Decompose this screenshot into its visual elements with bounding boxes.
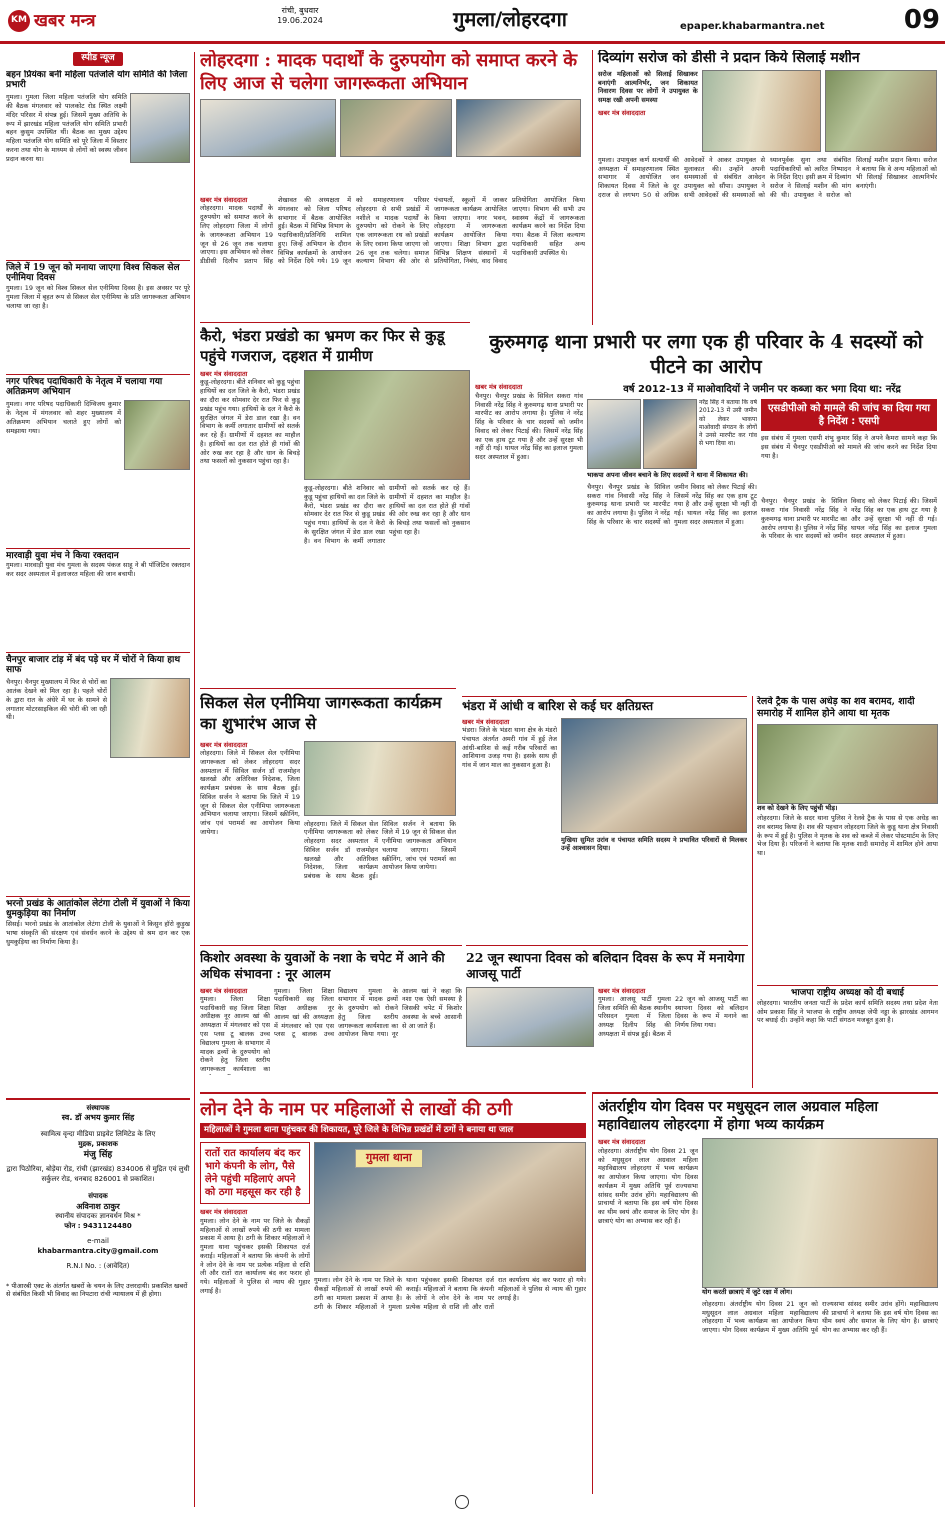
publisher-line: स्वामित्व वृन्दा मीडिया प्राइवेट लिमिटेड के लिए (40, 1130, 156, 1139)
speed-item (6, 70, 190, 256)
kishor-body: गुमला। जिला शिक्षा पदाधिकारी सह जिला शिक्षा अधीक्षक नूर आलम खां की अध्यक्षता में मंगलवार को एस एस प्लस टू बालक उच्च विद्यालय गुमला के सभागार में मादक द्रव्यों के दुरुपयोग को रोकने हेतु जिला स्तरीय जागरूकता कार्यशाला का (200, 994, 270, 1074)
divyang-body: गुमला। उपायुक्त कर्ण सत्यार्थी की अध्यक्षता में समाहरणालय स्थित सभागार में आयोजित जन शिकायत दिवस में जिले के दूर दराज से लगभग 50 से अधिक आवेदकों ने आकर उपायुक्त से मुलाकात की। उन्होंने अपनी समस्याओं से संबंधित आवेदन उपायुक्त को सौंपा। उपायुक्त ने सभी आवेदकों की समस्याओं को ध्यानपूर्वक सुना तथा संबंधित पदाधिकारियों को त्वरित निष्पादन के निर्देश दिए। इसी क्रम में दिव्यांग सरोज ने सिलाई मशीन की मांग की थी। उपायुक्त ने सरोज को सिलाई मशीन प्रदान किया। सरोज ने बताया कि वे अन्य महिलाओं को भी सिलाई सिखाकर आत्मनिर्भर बनाएंगी। (598, 155, 937, 199)
section-title: गुमला/लोहरदगा (453, 7, 567, 31)
bhandra-damage-photo (561, 718, 747, 833)
accuser-photo (643, 399, 697, 469)
divyang-photo (702, 70, 822, 152)
speed-item-body: गुमला। मारवाड़ी युवा मंच गुमला के सदस्य पंकज साहू ने बी पॉजिटिव रक्तदान कर सदर अस्पताल में इलाजरत महिला की जान बचायी। (6, 561, 190, 579)
masthead (0, 0, 945, 44)
loan-headline: लोन देने के नाम पर महिलाओं से लाखों की ठगी (200, 1099, 513, 1120)
railway-caption: शव को देखने के लिए पहुंची भीड़। (757, 804, 938, 812)
speed-item-body: गुमला। गुमला जिला महिला पतंजलि योग समिति की बैठक मंगलवार को पालकोट रोड स्थित लक्ष्मी मंदिर परिसर में संपन्न हुई। जिसमें मुख्य अतिथि के रूप में झारखंड महिला पतंजलि योग समिति प्रभारी बहन कुसुम उपस्थित थीं। बैठक का मुख्य उद्देश्य महिला पतंजलि योग समिति को पूरे जिला में विस्तार करना तथा योग के माध्यम से लोगों को स्वस्थ जीवन प्रदान करना था। (6, 93, 127, 163)
issue-date: 19.06.2024 (277, 16, 323, 25)
top-story-photo (340, 99, 452, 157)
speed-item-photo (124, 400, 190, 470)
byline: खबर मंत्र संवाददाता (200, 740, 248, 749)
yoga-story (592, 1092, 938, 1494)
byline: खबर मंत्र संवाददाता (598, 108, 646, 117)
bjp-headline: भाजपा राष्ट्रीय अध्यक्ष को दी बधाई (791, 988, 904, 999)
bhandra-story (462, 696, 747, 938)
yoga-body-cont: लोहरदगा। अंतर्राष्ट्रीय योग दिवस 21 जून को मधुसूदन लाल अग्रवाल महिला महाविद्यालय लोहरदगा में भव्य कार्यक्रम का आयोजन किया जाएगा। योग दिवस कार्यक्रम में मुख्य अतिथि पूर्व राज्यसभा सांसद समीर उरांव होंगे। महाविद्यालय की प्राचार्या ने बताया कि इस वर्ष योग दिवस का थीम स्वयं और समाज के लिए योग है। छात्राएं योग का अभ्यास कर रही हैं। (702, 1299, 938, 1335)
brand-logo[interactable] (8, 6, 126, 36)
kurumgarh-body: चैनपुर। चैनपुर प्रखंड के सिविल सकरा गांव निवासी नरेंद्र सिंह ने कुरुमगढ़ थाना प्रभारी पर मारपीट का आरोप लगाया है। पुलिस ने नरेंद्र सिंह के परिवार के चार सदस्यों को जमीन विवाद को लेकर पिटाई की। जिसमें नरेंद्र सिंह का एक हाथ टूट गया है और उन्हें सुरक्षा भी नहीं दी गई। घायल नरेंद्र सिंह का इलाज गुमला सदर अस्पताल में हुआ। (475, 391, 583, 462)
speed-item-headline: नगर परिषद पदाधिकारी के नेतृत्व में चलाया गया अतिक्रमण अभियान (6, 376, 163, 398)
top-story-body: लोहरदगा। मादक पदार्थों के दुरुपयोग को समाप्त करने के लिए लोहरदगा जिला में लोगों के जागरूकता अभियान 19 जून से 26 जून तक चलाया जाएगा। इस अभियान को लेकर डीडीसी दिलीप प्रताप सिंह शेखावत की अध्यक्षता में मंगलवार को जिला परिषद सभागार में बैठक आयोजित हुई। बैठक में विभिन्न विभाग के पदाधिकारी/प्रतिनिधि शामिल हुए। जिन्हें अभियान के दौरान विभिन्न कार्यक्रमों के आयोजन को निर्देश दिये गये। 19 जून को समाहरणालय परिसर लोहरदगा से सभी प्रखंडों में नशीले व मादक पदार्थों के दुरुपयोग को रोकने के लिए एक जागरूकता रथ को प्रखंडों के लिए रवाना किया जाएगा जो 26 जून तक चलेगा। समाज कल्याण विभाग की ओर से पंचायतों, स्कूलों में जाकर जागरूकता कार्यक्रम आयोजित किया जाएगा। नगर भवन, लोहरदगा में जागरूकता कार्यक्रम आयोजित किया जाएगा। शिक्षा विभाग द्वारा विभिन्न शिक्षण संस्थानों में प्रतियोगिता, निबंध, वाद विवाद प्रतियोगिता आयोजित किया जाएगा। विभाग की सभी उप स्वास्थ्य केंद्रों में जागरूकता कार्यक्रम करने का निर्देश दिया गया। बैठक में जिला कल्याण पदाधिकारी सहित अन्य पदाधिकारी उपस्थित थे। (200, 196, 585, 266)
byline: खबर मंत्र संवाददाता (598, 1138, 646, 1147)
speed-news-column (6, 52, 190, 1092)
city-day: रांची, बुधवार (281, 6, 319, 15)
byline: खबर मंत्र संवाददाता (200, 370, 248, 378)
legal-note: * पीआरबी एक्ट के अंतर्गत खबरों के चयन के लिए उत्तरदायी। प्रकाशित खबरों से संबंधित किसी भी विवाद का निपटारा रांची न्यायालय में ही होगा। (6, 1281, 188, 1299)
speed-item-headline: चैनपुर बाजार टांड़ में बंद पड़े घर में चोरों ने किया हाथ साफ (6, 654, 181, 676)
email-address[interactable]: khabarmantra.city@gmail.com (37, 1246, 159, 1255)
speed-item-photo (110, 678, 190, 758)
kurumgarh-headline: कुरुमगढ़ थाना प्रभारी पर लगा एक ही परिवार के 4 सदस्यों को पीटने का आरोप (489, 331, 923, 378)
kishor-headline: किशोर अवस्था के युवाओं के नशा के चपेट में आने की अधिक संभावना : नूर आलम (200, 950, 445, 982)
loan-body: गुमला। लोन देने के नाम पर जिले के सैकड़ों महिलाओं से लाखों रुपये की ठगी का मामला प्रकाश में आया है। ठगी के शिकार महिलाओं ने गुमला थाना पहुंचकर इसकी शिकायत दर्ज कराई। महिलाओं ने बताया कि कंपनी के लोगों ने लोन देने के नाम पर प्रत्येक महिला से राशि ली और रातों रात कार्यालय बंद कर फरार हो गये। महिलाओं ने पुलिस से न्याय की गुहार लगाई है। (200, 1216, 310, 1295)
loan-story (200, 1092, 586, 1494)
divyang-photo (825, 70, 937, 152)
logo-mark-icon: KM (8, 10, 30, 32)
ajsu-headline: 22 जून स्थापना दिवस को बलिदान दिवस के रूप में मनायेगा आजसू पार्टी (466, 950, 745, 982)
kurumgarh-story (475, 330, 937, 692)
railway-body: लोहरदगा। जिले के सदर थाना पुलिस ने रेलवे ट्रैक के पास से एक अधेड़ का शव बरामद किया है। शव की पहचान लोहरदगा जिले के कुडू थाना क्षेत्र निवासी के रूप में हुई है। पुलिस ने मृतक के शव को कब्जे में लेकर पोस्टमार्टम के लिए भेज दिया है। परिजनों ने बताया कि मृतक शादी समारोह में शामिल होने आया था। (757, 814, 938, 858)
railway-photo (757, 724, 938, 804)
speed-item (6, 896, 190, 1046)
imprint-box (6, 1098, 190, 1510)
sickle-body-cont: लोहरदगा। जिले में सिकल सेल एनीमिया जागरूकता को लेकर लोहरदगा सदर अस्पताल में सिविल सर्जन डॉ राजमोहन खलखो और अतिरिक्त निदेशक, जिला कार्यक्रम प्रबंधक के साथ बैठक हुई। सिविल सर्जन ने बताया कि जिले में 19 जून से सिकल सेल एनीमिया जागरूकता अभियान चलाया जाएगा। जिसमें स्क्रीनिंग, जांच एवं परामर्श का आयोजन किया जायेगा। (304, 819, 456, 881)
founder-label: संस्थापक (86, 1104, 110, 1112)
speed-news-tag: स्पीड न्यूज (73, 52, 122, 66)
dateline (250, 6, 350, 26)
founder-name: स्व. डॉ अभय कुमार सिंह (61, 1113, 135, 1123)
kairo-body: कुडू-लोहरदगा। बीते शनिवार को कुडू पहुंचा हाथियों का दल जिले के कैरो, भंडरा प्रखंड का दौरा कर सोमवार देर रात फिर से कुडू प्रखंड पहुंच गया। हाथियों के दल ने कैरो के सुरक्षित जंगल में डेरा डाल रखा है। वन विभाग के कर्मी लगातार ग्रामीणों को सतर्क कर रहे हैं। ग्रामीणों में दहशत का माहौल है। हाथियों का दल रात होते ही गांवों की ओर रुख कर रहा है और धान के बिचड़े तथा फसलों को नुकसान पहुंचा रहा है। (200, 378, 300, 466)
bhandra-caption: मुखिया सुमित उरांव व पंचायत समिति सदस्य ने प्रभावित परिवारों से मिलकर उन्हें आश्वासन दिया। (561, 835, 747, 853)
kairo-photo (304, 370, 470, 480)
registration-mark-icon (455, 1495, 469, 1509)
publisher-name: मंजु सिंह (83, 1150, 113, 1161)
byline: खबर मंत्र संवाददाता (598, 986, 646, 995)
top-story-photo (200, 99, 336, 157)
phone: फोन : 9431124480 (64, 1221, 132, 1230)
bhandra-headline: भंडरा में आंधी व बारिश से कई घर क्षतिग्रस्त (462, 699, 654, 713)
column-divider (194, 52, 195, 1507)
speed-item-photo (130, 93, 190, 163)
kurumgarh-subhead: वर्ष 2012-13 में माओवादियों ने जमीन पर कब्जा कर भगा दिया था: नरेंद्र (623, 384, 901, 396)
speed-item (6, 260, 190, 370)
top-story-headline: लोहरदगा : मादक पदार्थों के दुरुपयोग को समाप्त करने के लिए आज से चलेगा जागरूकता अभियान (200, 50, 578, 94)
kairo-story (200, 322, 470, 682)
divyang-story (592, 50, 937, 325)
publisher-line: मुद्रक, प्रकाशक (78, 1139, 118, 1148)
publisher-address: द्वारा पिठोरिया, बोड़ेया रोड, रांची (झारखंड) 834006 से मुद्रित एवं लुधी सर्कुलर रोड, धनबाद 826001 से प्रकाशित। (6, 1165, 190, 1183)
yoga-body: लोहरदगा। अंतर्राष्ट्रीय योग दिवस 21 जून को मधुसूदन लाल अग्रवाल महिला महाविद्यालय लोहरदगा में भव्य कार्यक्रम का आयोजन किया जाएगा। योग दिवस कार्यक्रम में मुख्य अतिथि पूर्व राज्यसभा सांसद समीर उरांव होंगे। महाविद्यालय की प्राचार्या ने बताया कि इस वर्ष योग दिवस का थीम स्वयं और समाज के लिए योग है। छात्राएं योग का अभ्यास कर रही हैं। (598, 1146, 698, 1225)
speed-item-body: गुमला। नगर परिषद पदाधिकारी दिग्विजय कुमार के नेतृत्व में मंगलवार को शहर मुख्यालय में अतिक्रमण अभियान चलाते हुए लोगों को समझाया गया। (6, 400, 121, 435)
yoga-photo (702, 1138, 938, 1288)
divyang-kicker: सरोज महिलाओं को सिलाई सिखाकर बनाएंगी आत्मनिर्भर, जन शिकायत निवारण दिवस पर लोगों ने उपायुक्त के समक्ष रखी अपनी समस्या (598, 69, 698, 105)
top-story-photo (456, 99, 581, 157)
loan-body-cont: गुमला। लोन देने के नाम पर जिले के सैकड़ों महिलाओं से लाखों रुपये की ठगी का मामला प्रकाश में आया है। ठगी के शिकार महिलाओं ने गुमला थाना पहुंचकर इसकी शिकायत दर्ज कराई। महिलाओं ने बताया कि कंपनी के लोगों ने लोन देने के नाम पर प्रत्येक महिला से राशि ली और रातों रात कार्यालय बंद कर फरार हो गये। महिलाओं ने पुलिस से न्याय की गुहार लगाई है। (314, 1276, 586, 1311)
ajsu-photo (466, 987, 594, 1047)
speed-item (6, 652, 190, 892)
speed-item (6, 374, 190, 544)
kurumgarh-photo-caption: नरेंद्र सिंह ने बताया कि वर्ष 2012-13 में उसी जमीन को लेकर भाकपा माओवादी संगठन के लोगों ने उनसे मारपीट कर गांव से भगा दिया था। (699, 399, 757, 447)
railway-story (752, 696, 938, 1088)
speed-item-body: चैनपुर। चैनपुर मुख्यालय में फिर से चोरों का आतंक देखने को मिल रहा है। पहले चोरों के द्वारा रात के अंधेरे में घर के सामने से लगातार मोटरसाइकिल की चोरी की जा रही थी। (6, 678, 107, 722)
kurumgarh-body-cont: चैनपुर। चैनपुर प्रखंड के सिविल सकरा गांव निवासी नरेंद्र सिंह ने कुरुमगढ़ थाना प्रभारी पर मारपीट का आरोप लगाया है। पुलिस ने नरेंद्र सिंह के परिवार के चार सदस्यों को जमीन विवाद को लेकर पिटाई की। जिसमें नरेंद्र सिंह का एक हाथ टूट गया है और उन्हें सुरक्षा भी नहीं दी गई। घायल नरेंद्र सिंह का इलाज गुमला सदर अस्पताल में हुआ। (761, 497, 937, 541)
loan-pullquote: रातों रात कार्यालय बंद कर भागे कंपनी के लोग, पैसे लेने पहुंची महिलाएं अपने को ठगा महसूस कर रही है (200, 1142, 310, 1204)
yoga-caption: योग करती छात्राएं में जुटे रक्षा में लोग। (702, 1288, 938, 1296)
divyang-body-columns (598, 156, 937, 321)
speed-item-headline: जिले में 19 जून को मनाया जाएगा विश्व सिकल सेल एनीमिया दिवस (6, 262, 180, 284)
page-number: 09 (903, 5, 940, 35)
kurumgarh-body-cont: चैनपुर। चैनपुर प्रखंड के सिविल सकरा गांव निवासी नरेंद्र सिंह ने कुरुमगढ़ थाना प्रभारी पर मारपीट का आरोप लगाया है। पुलिस ने नरेंद्र सिंह के परिवार के चार सदस्यों को जमीन विवाद को लेकर पिटाई की। जिसमें नरेंद्र सिंह का एक हाथ टूट गया है और उन्हें सुरक्षा भी नहीं दी गई। घायल नरेंद्र सिंह का इलाज गुमला सदर अस्पताल में हुआ। (587, 482, 757, 526)
accuser-photo (587, 399, 641, 469)
local-editor: स्थानीय संपादकः ज्ञानवर्धन मिश्र * (55, 1212, 141, 1221)
editor-label: संपादक (88, 1192, 108, 1201)
brand-name: खबर मन्त्र (34, 10, 96, 31)
yoga-headline: अंतर्राष्ट्रीय योग दिवस पर मधुसूदन लाल अग्रवाल महिला महाविद्यालय लोहरदगा में होगा भव्य कार्यक्रम (598, 1099, 878, 1134)
byline: खबर मंत्र संवाददाता (200, 986, 248, 995)
police-station-sign: गुमला थाना (355, 1149, 423, 1167)
kishor-body-cont: गुमला। जिला शिक्षा पदाधिकारी सह जिला शिक्षा अधीक्षक नूर आलम खां की अध्यक्षता में मंगलवार को एस एस प्लस टू बालक उच्च विद्यालय गुमला के सभागार में मादक द्रव्यों के दुरुपयोग को रोकने हेतु जिला स्तरीय जागरूकता कार्यशाला का आयोजन किया गया। नूर आलम खां ने कहा कि नशा एक ऐसी समस्या है जिसकी चपेट में किशोर अवस्था के बच्चे आसानी से आ जाते हैं। (274, 986, 462, 1039)
kairo-headline: कैरो, भंडरा प्रखंडो का भ्रमण कर फिर से कुडू पहुंचे गजराज, दहशत में ग्रामीण (200, 327, 445, 365)
kairo-body-cont: कुडू-लोहरदगा। बीते शनिवार को कुडू पहुंचा हाथियों का दल जिले के कैरो, भंडरा प्रखंड का दौरा कर सोमवार देर रात फिर से कुडू प्रखंड पहुंच गया। हाथियों के दल ने कैरो के सुरक्षित जंगल में डेरा डाल रखा है। वन विभाग के कर्मी लगातार ग्रामीणों को सतर्क कर रहे हैं। ग्रामीणों में दहशत का माहौल है। हाथियों का दल रात होते ही गांवों की ओर रुख कर रहा है और धान के बिचड़े तथा फसलों को नुकसान पहुंचा रहा है। (304, 484, 470, 545)
top-story (200, 50, 585, 190)
ajsu-body: गुमला। आजसू पार्टी गुमला जिला समिति की बैठक स्थानीय परिसदन गुमला में जिला अध्यक्ष दिलीप सिंह की अध्यक्षता में संपन्न हुई। बैठक में 22 जून को आजसू पार्टी का स्थापना दिवस को बलिदान दिवस के रूप में मनाने का निर्णय लिया गया। (598, 994, 748, 1038)
byline: खबर मंत्र संवाददाता (462, 717, 510, 726)
top-story-body-columns (200, 196, 585, 316)
speed-item (6, 548, 190, 648)
epaper-link[interactable]: epaper.khabarmantra.net (680, 21, 825, 32)
speed-item-headline: बहन प्रियंका बनी महिला पतंजलि योग समिति की जिला प्रभारी (6, 69, 188, 91)
sickle-story (200, 688, 456, 938)
speed-item-body: गुमला। 19 जून को विश्व सिकल सेल एनीमिया दिवस है। इस अवसर पर पूरे गुमला जिला में बृहत रूप से सिकल सेल एनीमिया के प्रति जागरूकता अभियान चलाया जा रहा है। (6, 284, 190, 310)
byline: खबर मंत्र संवाददाता (200, 196, 248, 204)
speed-item-headline: मारवाड़ी युवा मंच ने किया रक्तदान (6, 550, 119, 561)
email-label: e-mail (87, 1237, 109, 1246)
byline: खबर मंत्र संवाददाता (475, 383, 523, 392)
bhandra-body: भंडरा। जिले के भंडरा थाना क्षेत्र के मंडरो पंचायत अंतर्गत अमरी गांव में हुई तेज आंधी-बारिश से कई गरीब परिवारों का आशियाना उजड़ गया है। इसके साथ ही गांव में जान माल का नुकसान हुआ है। (462, 726, 557, 770)
bjp-story (757, 985, 938, 1085)
kishor-story (200, 945, 462, 1085)
railway-headline: रेलवे ट्रैक के पास अधेड़ का शव बरामद, शादी समारोह में शामिल होने आया था मृतक (757, 696, 915, 720)
divyang-headline: दिव्यांग सरोज को डीसी ने प्रदान किये सिलाई मशीन (598, 50, 860, 66)
kurumgarh-caption2: भाकपा अपना जीवन बचाने के लिए सदस्यों ने थाना में शिकायत की। (587, 471, 757, 479)
sickle-body: लोहरदगा। जिले में सिकल सेल एनीमिया जागरूकता को लेकर लोहरदगा सदर अस्पताल में सिविल सर्जन डॉ राजमोहन खलखो और अतिरिक्त निदेशक, जिला कार्यक्रम प्रबंधक के साथ बैठक हुई। सिविल सर्जन ने बताया कि जिले में 19 जून से सिकल सेल एनीमिया जागरूकता अभियान चलाया जाएगा। जिसमें स्क्रीनिंग, जांच एवं परामर्श का आयोजन किया जायेगा। (200, 749, 300, 836)
sickle-photo (304, 741, 456, 816)
speed-item-body: सिसई। भरनो प्रखंड के आतांकोल लेटंगा टोली के युवाओं ने किसुन हॉरो कुड़ुख भाषा संस्कृति की संरक्षण एवं संवर्धन करने के उद्देश्य से श्रम दान कर एक धुमकुड़िया का निर्माण किया है। (6, 920, 190, 946)
speed-item-headline: भरनो प्रखंड के आतांकोल लेटंगा टोली में युवाओं ने किया धुमकुड़िया का निर्माण (6, 898, 190, 920)
editor-name: अविनाश ठाकुर (76, 1201, 120, 1211)
sickle-headline: सिकल सेल एनीमिया जागरूकता कार्यक्रम का शुभारंभ आज से (200, 693, 442, 733)
sp-box-body: इस संबंध में गुमला एसपी शंभु कुमार सिंह ने अपने कैमरा सामने कहा कि इस संबंध में चैनपुर एसडीपीओ को मामले की जांच करने का निर्देश दिया गया है। (761, 434, 937, 460)
sp-box-headline: एसडीपीओ को मामले की जांच का दिया गया है निर्देश : एसपी (761, 399, 937, 431)
ajsu-story (466, 945, 748, 1085)
rni-number: R.N.I No. : (आवेदित) (66, 1262, 130, 1271)
loan-photo (314, 1142, 586, 1272)
bjp-body: लोहरदगा। भारतीय जनता पार्टी के प्रदेश कार्य समिति सदस्य तथा प्रदेश नेता ओम प्रकाश सिंह ने भाजपा के राष्ट्रीय अध्यक्ष जेपी नड्डा के झारखंड आगमन पर बधाई दी। उन्होंने कहा कि पार्टी संगठन मजबूत हुआ है। (757, 998, 938, 1025)
byline: खबर मंत्र संवाददाता (200, 1208, 248, 1217)
loan-banner: महिलाओं ने गुमला थाना पहुंचकर की शिकायत, पूरे जिले के विभिन्न प्रखंडों में ठगों ने बनाया था जाल (200, 1123, 586, 1138)
